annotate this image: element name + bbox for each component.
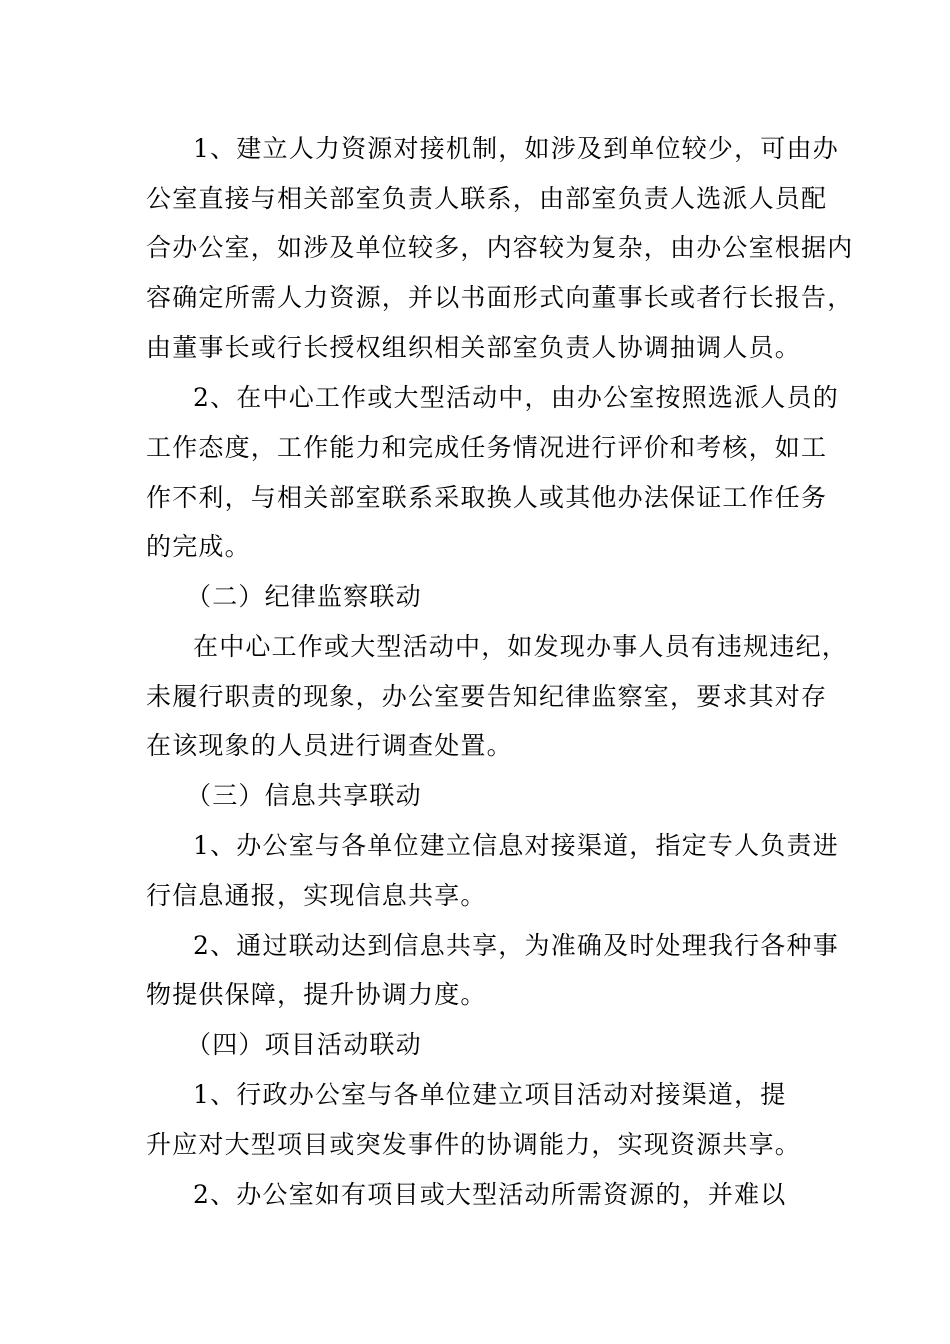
text-line: 合办公室，如涉及单位较多，内容较为复杂，由办公室根据内 (146, 233, 854, 262)
text-line: 公室直接与相关部室负责人联系，由部室负责人选派人员配 (146, 184, 828, 213)
text-line: 1、建立人力资源对接机制，如涉及到单位较少，可由办 (193, 134, 839, 163)
text-line: 升应对大型项目或突发事件的协调能力，实现资源共享。 (146, 1130, 802, 1159)
text-line: 行信息通报，实现信息共享。 (146, 881, 487, 910)
text-line: 工作态度，工作能力和完成任务情况进行评价和考核，如工 (146, 433, 828, 462)
text-line: 物提供保障，提升协调力度。 (146, 980, 487, 1009)
text-line: 1、办公室与各单位建立信息对接渠道，指定专人负责进 (193, 831, 839, 860)
text-line: 的完成。 (146, 532, 251, 561)
text-line: 在中心工作或大型活动中，如发现办事人员有违规违纪， (193, 632, 849, 661)
text-line: 未履行职责的现象，办公室要告知纪律监察室，要求其对存 (146, 682, 828, 711)
text-line: 2、在中心工作或大型活动中，由办公室按照选派人员的 (193, 383, 839, 412)
text-line: 由董事长或行长授权组织相关部室负责人协调抽调人员。 (146, 333, 802, 362)
text-line: 2、通过联动达到信息共享，为准确及时处理我行各种事 (193, 931, 839, 960)
text-line: 1、行政办公室与各单位建立项目活动对接渠道，提 (193, 1080, 787, 1109)
text-line: 容确定所需人力资源，并以书面形式向董事长或者行长报告， (146, 283, 854, 312)
text-line: 作不利，与相关部室联系采取换人或其他办法保证工作任务 (146, 483, 828, 512)
section-heading: （四）项目活动联动 (186, 1030, 422, 1059)
text-line: 在该现象的人员进行调查处置。 (146, 731, 513, 760)
text-line: 2、办公室如有项目或大型活动所需资源的，并难以 (193, 1180, 787, 1209)
section-heading: （三）信息共享联动 (186, 781, 422, 810)
section-heading: （二）纪律监察联动 (186, 582, 422, 611)
